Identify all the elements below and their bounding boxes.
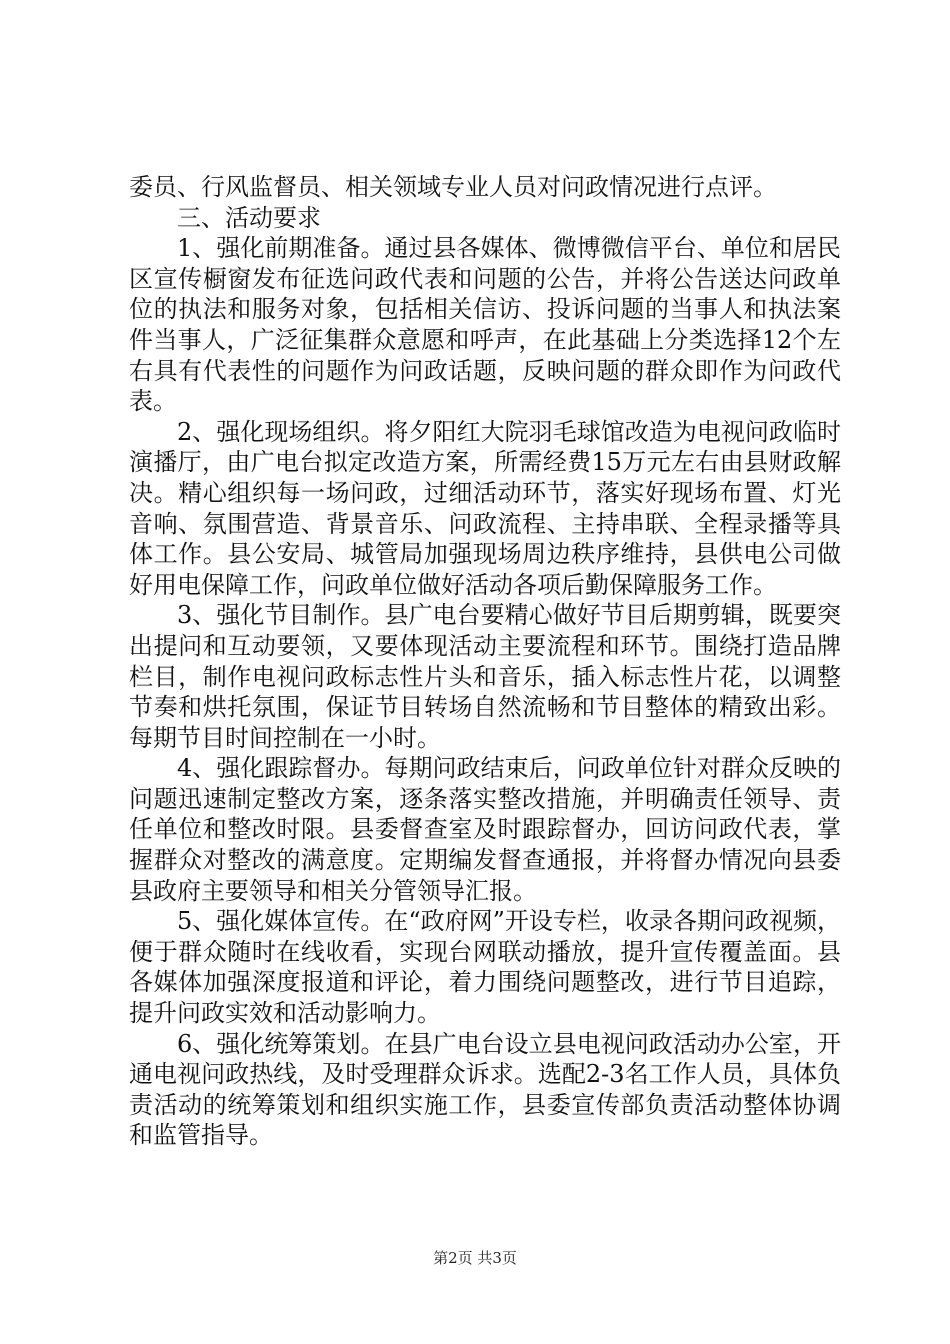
- section-heading-activity-requirements: 三、活动要求: [177, 203, 321, 232]
- document-body: [129, 172, 841, 1151]
- paragraph-requirement-5: 5、强化媒体宣传。在“政府网”开设专栏，收录各期问政视频，便于群众随时在线收看，实现台网联动播放，提升宣传覆盖面。县各媒体加强深度报道和评论，着力围绕问题整改，进行节目追踪，提升问政实效和活动影响力。: [129, 907, 841, 1028]
- paragraph-requirement-3: 3、强化节目制作。县广电台要精心做好节目后期剪辑，既要突出提问和互动要领，又要体现活动主要流程和环节。围绕打造品牌栏目，制作电视问政标志性片头和音乐，插入标志性片花，以调整节奏和烘托氛围，保证节目转场自然流畅和节目整体的精致出彩。每期节目时间控制在一小时。: [129, 601, 841, 752]
- paragraph-requirement-6: 6、强化统筹策划。在县广电台设立县电视问政活动办公室，开通电视问政热线，及时受理群众诉求。选配2-3名工作人员，具体负责活动的统筹策划和组织实施工作，县委宣传部负责活动整体协调和监管指导。: [129, 1029, 841, 1150]
- paragraph-requirement-2: 2、强化现场组织。将夕阳红大院羽毛球馆改造为电视问政临时演播厅，由广电台拟定改造方案，所需经费15万元左右由县财政解决。精心组织每一场问政，过细活动环节，落实好现场布置、灯光音响、氛围营造、背景音乐、问政流程、主持串联、全程录播等具体工作。县公安局、城管局加强现场周边秩序维持，县供电公司做好用电保障工作，问政单位做好活动各项后勤保障服务工作。: [129, 417, 841, 599]
- paragraph-intro-continuation: 委员、行风监督员、相关领域专业人员对问政情况进行点评。: [129, 173, 777, 201]
- paragraph-requirement-4: 4、强化跟踪督办。每期问政结束后，问政单位针对群众反映的问题迅速制定整改方案，逐条落实整改措施，并明确责任领导、责任单位和整改时限。县委督查室及时跟踪督办，回访问政代表，掌握群众对整改的满意度。定期编发督查通报，并将督办情况向县委县政府主要领导和相关分管领导汇报。: [129, 754, 841, 905]
- paragraph-requirement-1: 1、强化前期准备。通过县各媒体、微博微信平台、单位和居民区宣传橱窗发布征选问政代表和问题的公告，并将公告送达问政单位的执法和服务对象，包括相关信访、投诉问题的当事人和执法案件当事人，广泛征集群众意愿和呼声，在此基础上分类选择12个左右具有代表性的问题作为问政话题，反映问题的群众即作为问政代表。: [129, 234, 841, 416]
- page-footer: 第2页 共3页: [433, 1249, 517, 1267]
